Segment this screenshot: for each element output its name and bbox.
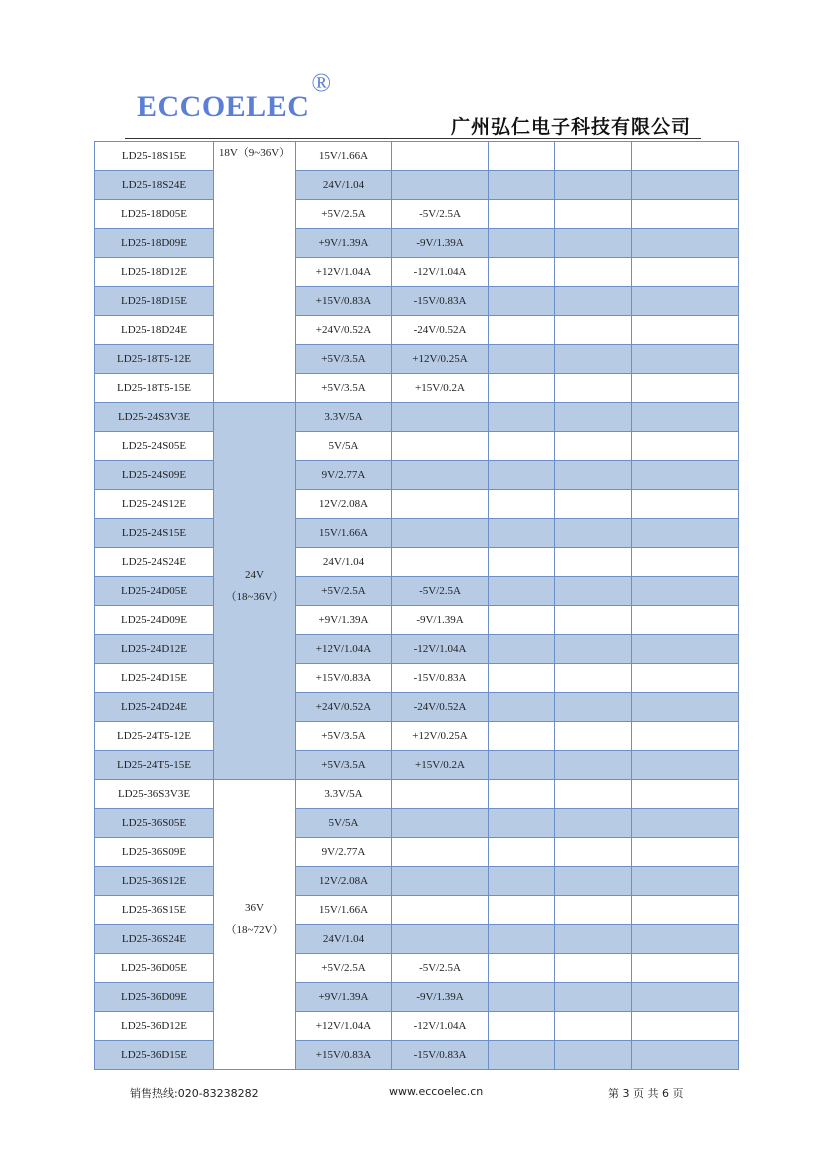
empty-cell bbox=[489, 751, 555, 780]
table-row bbox=[95, 142, 739, 171]
input-voltage-cell bbox=[214, 403, 296, 780]
empty-cell bbox=[555, 577, 632, 606]
model-cell: LD25-36S05E bbox=[95, 809, 214, 838]
output2-cell: +15V/0.2A bbox=[392, 374, 489, 403]
empty-cell bbox=[489, 780, 555, 809]
empty-cell bbox=[555, 606, 632, 635]
model-cell: LD25-36D05E bbox=[95, 954, 214, 983]
empty-cell bbox=[632, 780, 739, 809]
model-cell: LD25-24S24E bbox=[95, 548, 214, 577]
empty-cell bbox=[555, 722, 632, 751]
output1-cell: +9V/1.39A bbox=[296, 983, 392, 1012]
empty-cell bbox=[489, 519, 555, 548]
table-row bbox=[95, 519, 739, 548]
model-cell: LD25-24S05E bbox=[95, 432, 214, 461]
empty-cell bbox=[555, 490, 632, 519]
empty-cell bbox=[632, 809, 739, 838]
empty-cell bbox=[489, 809, 555, 838]
output1-cell: 24V/1.04 bbox=[296, 925, 392, 954]
website-link[interactable]: www.eccoelec.cn bbox=[389, 1085, 484, 1098]
table-row bbox=[95, 780, 739, 809]
page-info: 第 3 页 共 6 页 bbox=[608, 1087, 684, 1100]
table-row bbox=[95, 751, 739, 780]
model-spec-table bbox=[94, 141, 739, 1070]
output2-cell: -15V/0.83A bbox=[392, 1041, 489, 1070]
table-row bbox=[95, 896, 739, 925]
empty-cell bbox=[632, 693, 739, 722]
empty-cell bbox=[632, 606, 739, 635]
empty-cell bbox=[555, 664, 632, 693]
table-row bbox=[95, 867, 739, 896]
empty-cell bbox=[555, 838, 632, 867]
empty-cell bbox=[489, 722, 555, 751]
model-cell: LD25-36D12E bbox=[95, 1012, 214, 1041]
output2-cell: +12V/0.25A bbox=[392, 345, 489, 374]
table-row bbox=[95, 635, 739, 664]
output2-cell: +12V/0.25A bbox=[392, 722, 489, 751]
output1-cell: 5V/5A bbox=[296, 432, 392, 461]
model-cell: LD25-36S3V3E bbox=[95, 780, 214, 809]
output2-cell bbox=[392, 809, 489, 838]
model-cell: LD25-24S09E bbox=[95, 461, 214, 490]
table-row bbox=[95, 809, 739, 838]
model-cell: LD25-18T5-12E bbox=[95, 345, 214, 374]
output2-cell bbox=[392, 548, 489, 577]
empty-cell bbox=[632, 432, 739, 461]
output2-cell: -12V/1.04A bbox=[392, 1012, 489, 1041]
empty-cell bbox=[489, 142, 555, 171]
output2-cell bbox=[392, 925, 489, 954]
output1-cell: +24V/0.52A bbox=[296, 316, 392, 345]
empty-cell bbox=[489, 1012, 555, 1041]
model-cell: LD25-18D24E bbox=[95, 316, 214, 345]
model-cell: LD25-18D12E bbox=[95, 258, 214, 287]
output2-cell: -24V/0.52A bbox=[392, 316, 489, 345]
empty-cell bbox=[555, 983, 632, 1012]
output2-cell: -5V/2.5A bbox=[392, 200, 489, 229]
empty-cell bbox=[632, 461, 739, 490]
empty-cell bbox=[489, 403, 555, 432]
output2-cell bbox=[392, 171, 489, 200]
output2-cell: -24V/0.52A bbox=[392, 693, 489, 722]
model-cell: LD25-18S15E bbox=[95, 142, 214, 171]
empty-cell bbox=[555, 345, 632, 374]
output2-cell bbox=[392, 142, 489, 171]
table-row bbox=[95, 200, 739, 229]
empty-cell bbox=[632, 983, 739, 1012]
table-row bbox=[95, 287, 739, 316]
logo-text: ECCOELEC bbox=[137, 90, 310, 123]
empty-cell bbox=[555, 925, 632, 954]
model-cell: LD25-24S3V3E bbox=[95, 403, 214, 432]
output2-cell bbox=[392, 519, 489, 548]
output2-cell bbox=[392, 461, 489, 490]
empty-cell bbox=[632, 258, 739, 287]
table-row bbox=[95, 374, 739, 403]
output1-cell: +12V/1.04A bbox=[296, 258, 392, 287]
empty-cell bbox=[632, 548, 739, 577]
table-row bbox=[95, 954, 739, 983]
empty-cell bbox=[632, 925, 739, 954]
empty-cell bbox=[555, 1041, 632, 1070]
empty-cell bbox=[555, 780, 632, 809]
output1-cell: 24V/1.04 bbox=[296, 548, 392, 577]
output2-cell bbox=[392, 432, 489, 461]
company-logo bbox=[137, 68, 332, 124]
output2-cell bbox=[392, 867, 489, 896]
empty-cell bbox=[555, 896, 632, 925]
output1-cell: 15V/1.66A bbox=[296, 142, 392, 171]
output2-cell: -12V/1.04A bbox=[392, 635, 489, 664]
output1-cell: +5V/3.5A bbox=[296, 345, 392, 374]
input-voltage-range: （18~36V） bbox=[225, 591, 284, 603]
model-cell: LD25-36S15E bbox=[95, 896, 214, 925]
empty-cell bbox=[632, 1012, 739, 1041]
output1-cell: 3.3V/5A bbox=[296, 403, 392, 432]
registered-mark: ® bbox=[311, 68, 332, 97]
output2-cell: -9V/1.39A bbox=[392, 229, 489, 258]
company-name: 广州弘仁电子科技有限公司 bbox=[451, 116, 692, 138]
input-voltage-nominal: 36V bbox=[245, 902, 264, 914]
empty-cell bbox=[489, 258, 555, 287]
empty-cell bbox=[555, 693, 632, 722]
empty-cell bbox=[489, 461, 555, 490]
table-row bbox=[95, 606, 739, 635]
empty-cell bbox=[632, 954, 739, 983]
empty-cell bbox=[489, 374, 555, 403]
model-cell: LD25-24D05E bbox=[95, 577, 214, 606]
empty-cell bbox=[632, 171, 739, 200]
output2-cell: +15V/0.2A bbox=[392, 751, 489, 780]
empty-cell bbox=[555, 229, 632, 258]
empty-cell bbox=[632, 374, 739, 403]
output2-cell: -5V/2.5A bbox=[392, 577, 489, 606]
empty-cell bbox=[632, 490, 739, 519]
empty-cell bbox=[632, 229, 739, 258]
empty-cell bbox=[555, 548, 632, 577]
empty-cell bbox=[489, 229, 555, 258]
empty-cell bbox=[555, 374, 632, 403]
empty-cell bbox=[632, 316, 739, 345]
table-row bbox=[95, 983, 739, 1012]
output1-cell: 3.3V/5A bbox=[296, 780, 392, 809]
model-cell: LD25-18D15E bbox=[95, 287, 214, 316]
empty-cell bbox=[489, 548, 555, 577]
empty-cell bbox=[489, 983, 555, 1012]
output1-cell: +15V/0.83A bbox=[296, 664, 392, 693]
model-cell: LD25-24T5-15E bbox=[95, 751, 214, 780]
table-row bbox=[95, 1012, 739, 1041]
output2-cell: -15V/0.83A bbox=[392, 664, 489, 693]
empty-cell bbox=[555, 171, 632, 200]
table-row bbox=[95, 548, 739, 577]
empty-cell bbox=[555, 461, 632, 490]
input-voltage-cell bbox=[214, 780, 296, 1070]
empty-cell bbox=[555, 142, 632, 171]
empty-cell bbox=[555, 867, 632, 896]
empty-cell bbox=[489, 635, 555, 664]
model-cell: LD25-36D09E bbox=[95, 983, 214, 1012]
model-cell: LD25-24S15E bbox=[95, 519, 214, 548]
output1-cell: +5V/3.5A bbox=[296, 751, 392, 780]
table-row bbox=[95, 229, 739, 258]
empty-cell bbox=[555, 519, 632, 548]
empty-cell bbox=[489, 316, 555, 345]
model-cell: LD25-18S24E bbox=[95, 171, 214, 200]
output1-cell: 12V/2.08A bbox=[296, 867, 392, 896]
empty-cell bbox=[632, 1041, 739, 1070]
model-cell: LD25-24D24E bbox=[95, 693, 214, 722]
empty-cell bbox=[555, 1012, 632, 1041]
empty-cell bbox=[489, 171, 555, 200]
empty-cell bbox=[489, 490, 555, 519]
model-cell: LD25-18T5-15E bbox=[95, 374, 214, 403]
input-voltage-nominal: 24V bbox=[245, 569, 264, 581]
empty-cell bbox=[632, 867, 739, 896]
header-divider bbox=[125, 138, 701, 139]
output2-cell bbox=[392, 896, 489, 925]
empty-cell bbox=[555, 200, 632, 229]
empty-cell bbox=[632, 722, 739, 751]
output2-cell: -15V/0.83A bbox=[392, 287, 489, 316]
output2-cell: -9V/1.39A bbox=[392, 983, 489, 1012]
output1-cell: +24V/0.52A bbox=[296, 693, 392, 722]
empty-cell bbox=[489, 693, 555, 722]
empty-cell bbox=[632, 751, 739, 780]
model-cell: LD25-36S12E bbox=[95, 867, 214, 896]
empty-cell bbox=[489, 577, 555, 606]
output1-cell: 15V/1.66A bbox=[296, 519, 392, 548]
output1-cell: +5V/3.5A bbox=[296, 374, 392, 403]
empty-cell bbox=[555, 809, 632, 838]
empty-cell bbox=[555, 403, 632, 432]
table-row bbox=[95, 838, 739, 867]
output2-cell bbox=[392, 490, 489, 519]
empty-cell bbox=[632, 142, 739, 171]
empty-cell bbox=[555, 287, 632, 316]
table-row bbox=[95, 432, 739, 461]
output1-cell: +9V/1.39A bbox=[296, 229, 392, 258]
model-cell: LD25-24T5-12E bbox=[95, 722, 214, 751]
table-row bbox=[95, 664, 739, 693]
output1-cell: 5V/5A bbox=[296, 809, 392, 838]
output2-cell bbox=[392, 838, 489, 867]
table-row bbox=[95, 403, 739, 432]
table-row bbox=[95, 258, 739, 287]
output1-cell: 9V/2.77A bbox=[296, 838, 392, 867]
input-voltage-nominal: 18V（9~36V） bbox=[218, 147, 291, 159]
empty-cell bbox=[555, 751, 632, 780]
table-row bbox=[95, 461, 739, 490]
empty-cell bbox=[555, 432, 632, 461]
table-row bbox=[95, 345, 739, 374]
empty-cell bbox=[489, 200, 555, 229]
table-row bbox=[95, 171, 739, 200]
output1-cell: 9V/2.77A bbox=[296, 461, 392, 490]
empty-cell bbox=[489, 345, 555, 374]
table-row bbox=[95, 1041, 739, 1070]
model-cell: LD25-18D09E bbox=[95, 229, 214, 258]
empty-cell bbox=[489, 896, 555, 925]
empty-cell bbox=[632, 345, 739, 374]
empty-cell bbox=[632, 635, 739, 664]
model-cell: LD25-18D05E bbox=[95, 200, 214, 229]
table-row bbox=[95, 490, 739, 519]
model-cell: LD25-36S09E bbox=[95, 838, 214, 867]
table-row bbox=[95, 316, 739, 345]
model-cell: LD25-24D09E bbox=[95, 606, 214, 635]
table-row bbox=[95, 577, 739, 606]
empty-cell bbox=[489, 867, 555, 896]
output2-cell bbox=[392, 403, 489, 432]
model-cell: LD25-24D15E bbox=[95, 664, 214, 693]
empty-cell bbox=[489, 925, 555, 954]
output1-cell: 15V/1.66A bbox=[296, 896, 392, 925]
output1-cell: +12V/1.04A bbox=[296, 1012, 392, 1041]
table-row bbox=[95, 722, 739, 751]
empty-cell bbox=[632, 838, 739, 867]
output2-cell bbox=[392, 780, 489, 809]
output1-cell: +12V/1.04A bbox=[296, 635, 392, 664]
table-row bbox=[95, 693, 739, 722]
empty-cell bbox=[555, 635, 632, 664]
empty-cell bbox=[489, 606, 555, 635]
empty-cell bbox=[489, 954, 555, 983]
model-cell: LD25-24D12E bbox=[95, 635, 214, 664]
empty-cell bbox=[489, 287, 555, 316]
table-row bbox=[95, 925, 739, 954]
output1-cell: +5V/2.5A bbox=[296, 200, 392, 229]
empty-cell bbox=[489, 432, 555, 461]
empty-cell bbox=[555, 258, 632, 287]
empty-cell bbox=[632, 200, 739, 229]
empty-cell bbox=[632, 403, 739, 432]
empty-cell bbox=[632, 519, 739, 548]
model-cell: LD25-24S12E bbox=[95, 490, 214, 519]
empty-cell bbox=[632, 287, 739, 316]
empty-cell bbox=[489, 1041, 555, 1070]
output1-cell: +15V/0.83A bbox=[296, 287, 392, 316]
output2-cell: -12V/1.04A bbox=[392, 258, 489, 287]
empty-cell bbox=[632, 577, 739, 606]
output1-cell: +15V/0.83A bbox=[296, 1041, 392, 1070]
empty-cell bbox=[489, 838, 555, 867]
input-voltage-cell bbox=[214, 142, 296, 403]
sales-hotline: 销售热线:020-83238282 bbox=[130, 1087, 259, 1100]
model-cell: LD25-36S24E bbox=[95, 925, 214, 954]
output1-cell: +5V/2.5A bbox=[296, 577, 392, 606]
output2-cell: -5V/2.5A bbox=[392, 954, 489, 983]
output1-cell: 24V/1.04 bbox=[296, 171, 392, 200]
model-cell: LD25-36D15E bbox=[95, 1041, 214, 1070]
empty-cell bbox=[489, 664, 555, 693]
empty-cell bbox=[632, 664, 739, 693]
input-voltage-range: （18~72V） bbox=[225, 924, 284, 936]
output1-cell: +9V/1.39A bbox=[296, 606, 392, 635]
output1-cell: +5V/3.5A bbox=[296, 722, 392, 751]
output1-cell: 12V/2.08A bbox=[296, 490, 392, 519]
output1-cell: +5V/2.5A bbox=[296, 954, 392, 983]
empty-cell bbox=[555, 316, 632, 345]
output2-cell: -9V/1.39A bbox=[392, 606, 489, 635]
empty-cell bbox=[555, 954, 632, 983]
empty-cell bbox=[632, 896, 739, 925]
